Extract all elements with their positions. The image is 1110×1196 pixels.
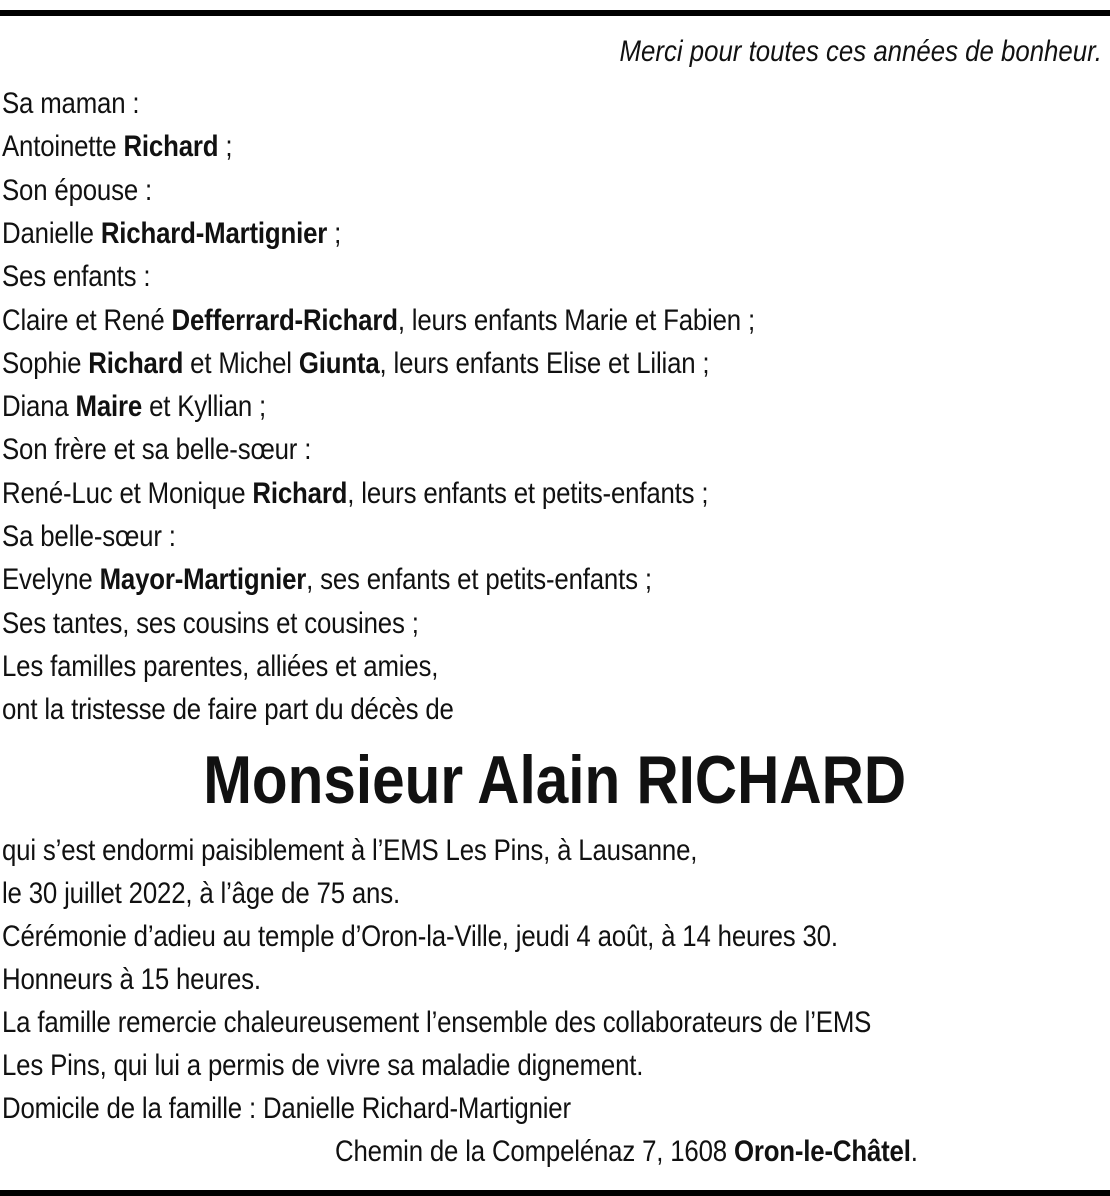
text-fragment: , leurs enfants Elise et Lilian ; <box>379 346 710 380</box>
text-fragment: Sa maman : <box>2 87 140 120</box>
surname: Richard <box>123 130 219 164</box>
text-fragment: et Kyllian ; <box>142 390 267 424</box>
family-line <box>2 430 311 470</box>
text-fragment: qui s’est endormi paisiblement à l’EMS Les Pins, à Lausanne, <box>2 834 698 867</box>
detail-line <box>2 1046 643 1086</box>
text-fragment: Ses enfants : <box>2 260 151 294</box>
top-rule <box>0 10 1110 16</box>
motto: Merci pour toutes ces années de bonheur. <box>619 35 1102 68</box>
detail-line <box>2 874 400 914</box>
text-fragment: Danielle <box>2 216 101 250</box>
detail-line <box>2 1003 871 1043</box>
family-line <box>2 84 139 124</box>
surname: Richard <box>88 346 184 380</box>
family-line <box>2 517 176 557</box>
text-fragment: Son épouse : <box>2 173 153 207</box>
text-fragment: Evelyne <box>2 563 100 597</box>
text-fragment: Cérémonie d’adieu au temple d’Oron-la-Ville, jeudi 4 août, à 14 heures 30. <box>2 920 838 953</box>
text-fragment: Les familles parentes, alliées et amies, <box>2 649 439 683</box>
family-line <box>2 647 438 687</box>
bottom-rule <box>0 1190 1110 1196</box>
surname: Oron-le-Châtel <box>733 1135 911 1168</box>
family-line <box>2 387 266 427</box>
text-fragment: Domicile de la famille : Danielle Richard-Martignier <box>2 1092 571 1125</box>
deceased-name <box>0 738 1110 822</box>
text-fragment: Sophie <box>2 346 89 380</box>
text-fragment: ; <box>327 216 342 250</box>
family-line <box>2 560 652 600</box>
detail-line <box>2 917 838 957</box>
family-line <box>2 301 755 341</box>
text-fragment: Honneurs à 15 heures. <box>2 963 261 996</box>
family-line <box>2 690 454 730</box>
text-fragment: Son frère et sa belle-sœur : <box>2 433 312 467</box>
text-fragment: . <box>910 1135 918 1168</box>
surname: Mayor-Martignier <box>99 563 307 597</box>
text-fragment: Antoinette <box>2 130 124 164</box>
surname: Giunta <box>298 346 380 380</box>
text-fragment: René-Luc et Monique <box>2 476 253 510</box>
surname: Maire <box>75 390 143 424</box>
family-line <box>2 127 232 167</box>
text-fragment: Les Pins, qui lui a permis de vivre sa maladie dignement. <box>2 1049 644 1082</box>
family-line <box>2 474 708 514</box>
family-address <box>335 1132 918 1172</box>
text-fragment: , leurs enfants Marie et Fabien ; <box>397 303 755 337</box>
surname: Richard-Martignier <box>100 216 328 250</box>
text-fragment: Claire et René <box>2 303 172 337</box>
family-line <box>2 171 152 211</box>
text-fragment: et Michel <box>183 346 299 380</box>
surname: Richard <box>252 476 348 510</box>
text-fragment: , ses enfants et petits-enfants ; <box>306 563 652 597</box>
text-fragment: La famille remercie chaleureusement l’ensemble des collaborateurs de l’EMS <box>2 1006 872 1039</box>
text-fragment: Sa belle-sœur : <box>2 520 176 553</box>
family-line <box>2 214 341 254</box>
text-fragment: ; <box>218 130 233 164</box>
family-line <box>2 257 150 297</box>
text-fragment: Ses tantes, ses cousins et cousines ; <box>2 606 419 640</box>
deceased-name-text: Monsieur Alain RICHARD <box>203 742 907 818</box>
family-line <box>2 604 419 644</box>
text-fragment: Diana <box>2 390 76 424</box>
text-fragment: , leurs enfants et petits-enfants ; <box>347 476 709 510</box>
detail-line <box>2 831 697 871</box>
surname: Defferrard-Richard <box>171 303 398 337</box>
detail-line <box>2 960 261 1000</box>
text-fragment: Chemin de la Compelénaz 7, 1608 <box>335 1135 734 1168</box>
detail-line <box>2 1089 571 1129</box>
text-fragment: ont la tristesse de faire part du décès de <box>2 693 454 727</box>
family-line <box>2 344 709 384</box>
text-fragment: le 30 juillet 2022, à l’âge de 75 ans. <box>2 877 400 910</box>
